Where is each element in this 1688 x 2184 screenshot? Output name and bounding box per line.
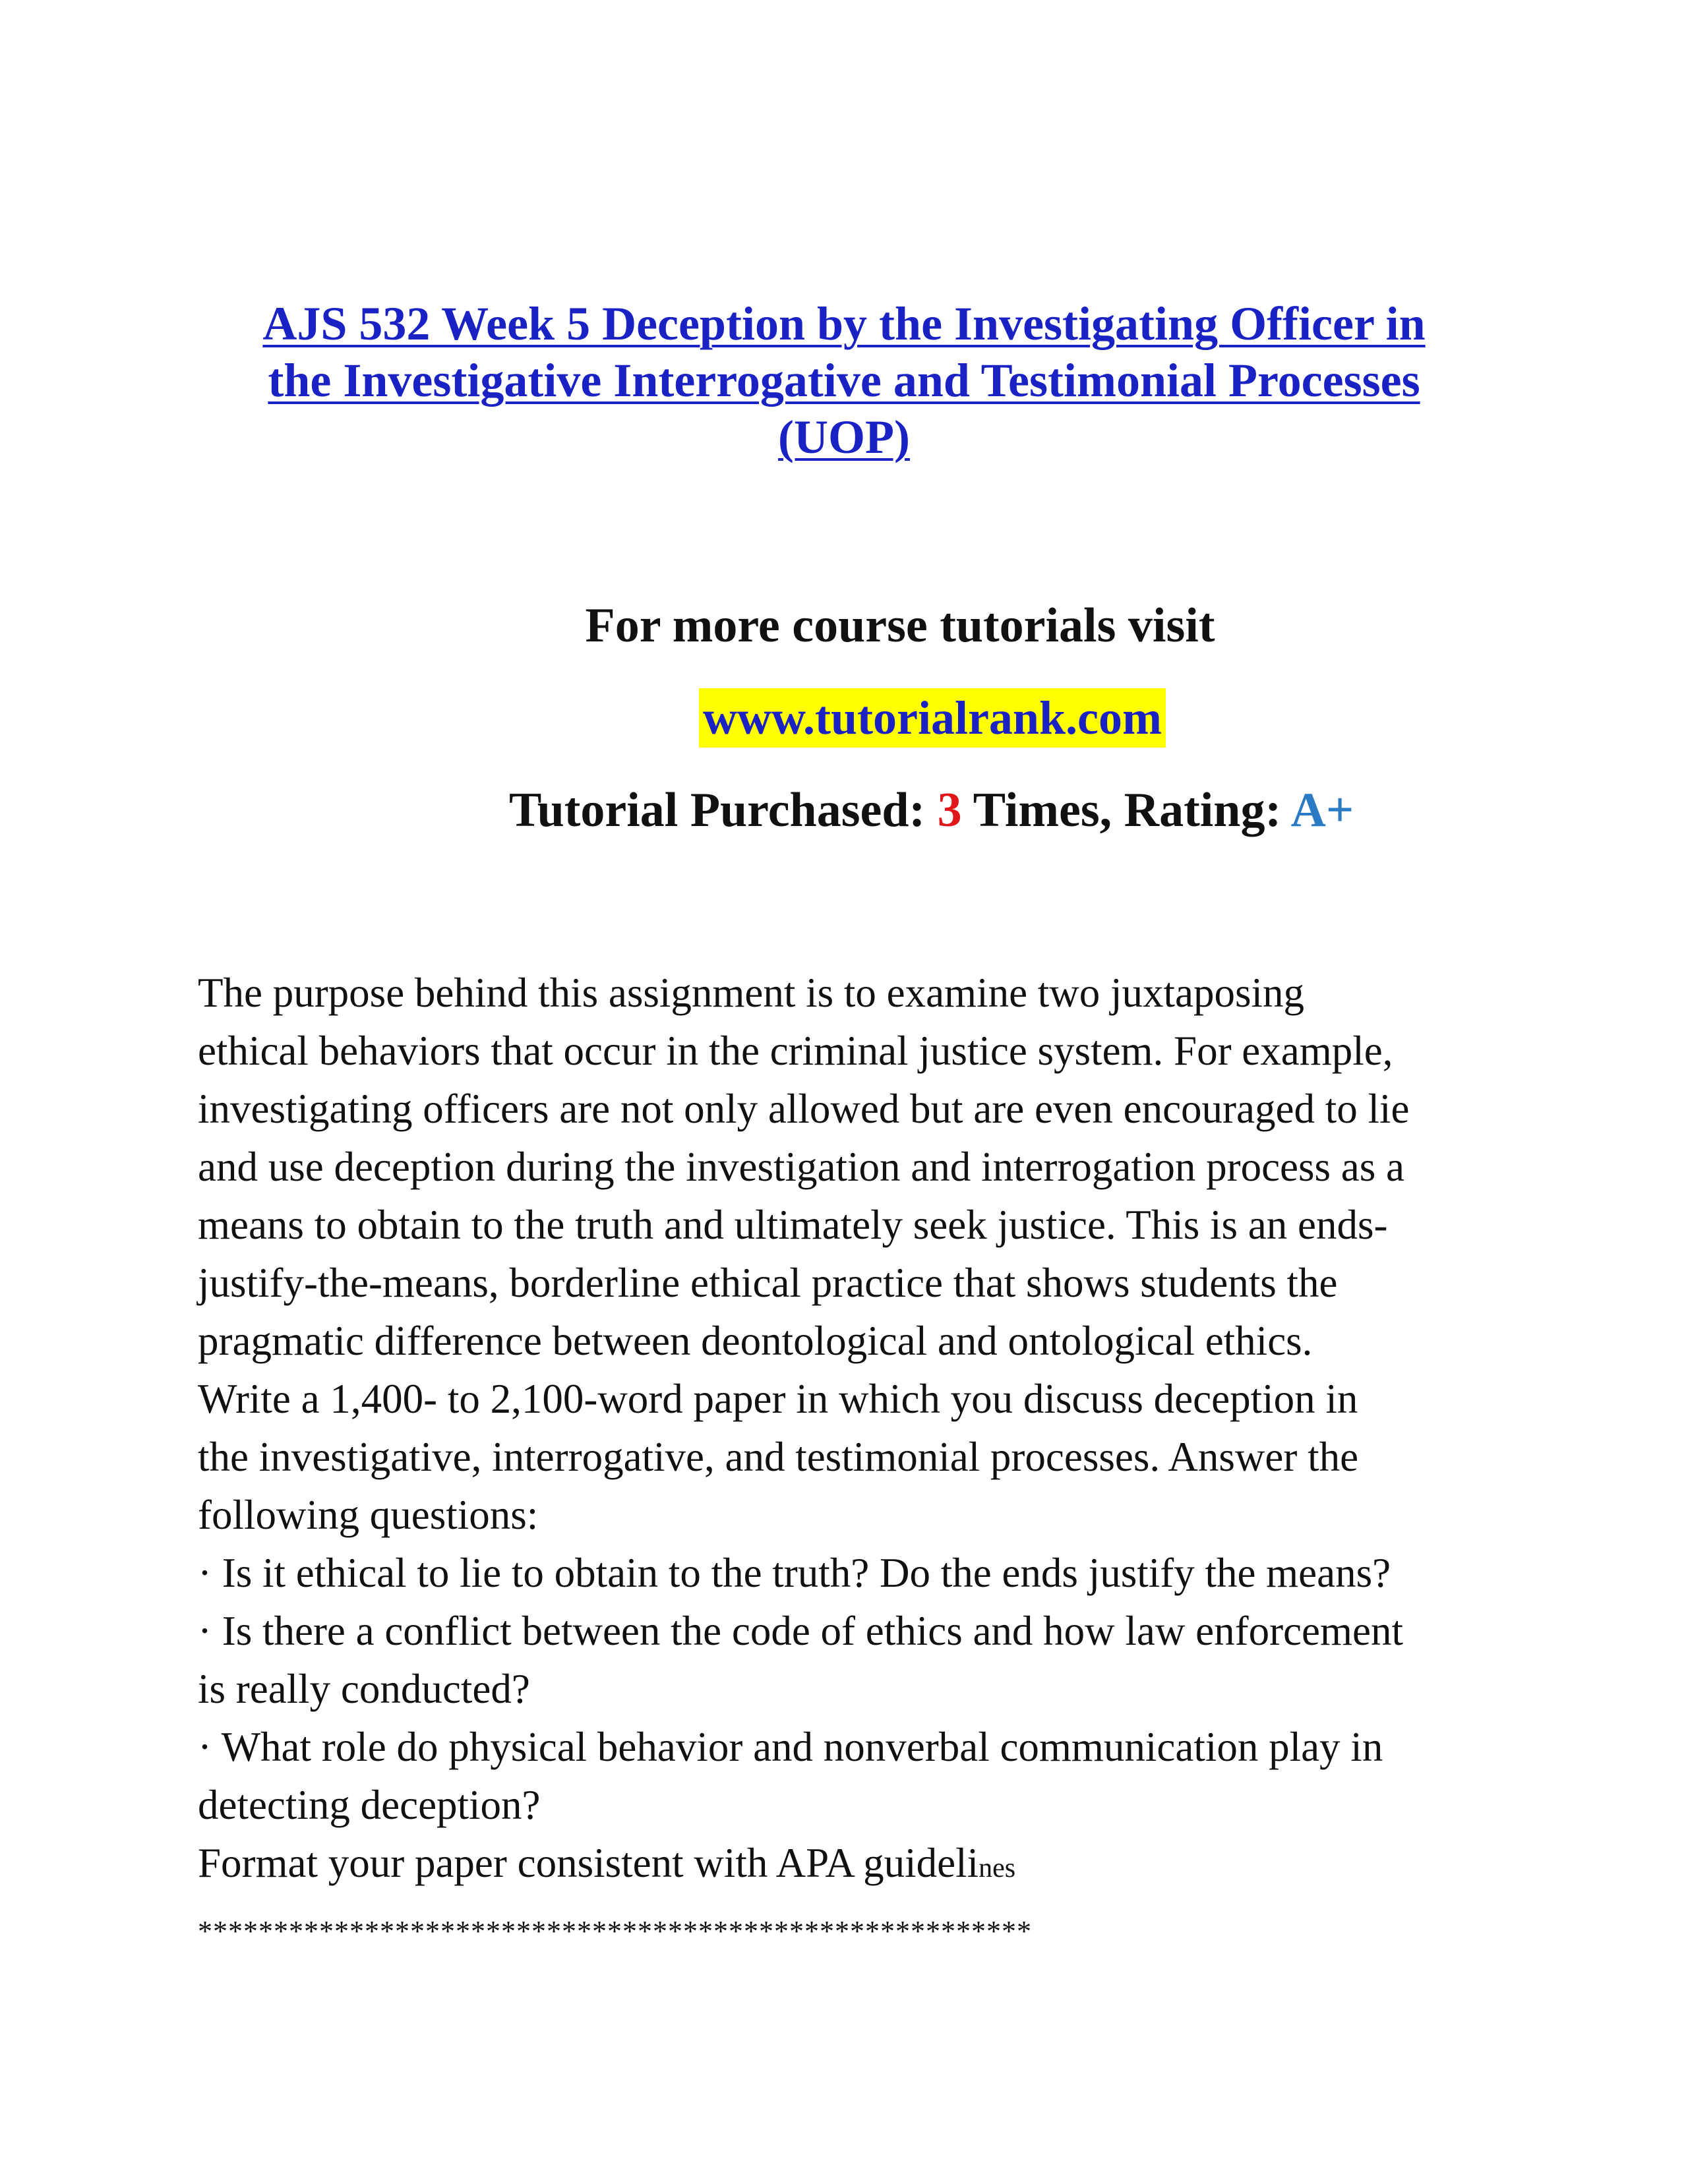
body-line: justify-the-means, borderline ethical practice that shows students the [198, 1260, 1338, 1306]
body-line: The purpose behind this assignment is to examine two juxtaposing [198, 970, 1305, 1016]
document-title-link[interactable] [198, 295, 1490, 465]
body-line: pragmatic difference between deontological and ontological ethics. [198, 1318, 1313, 1364]
promo-heading [0, 596, 1688, 655]
assignment-body [198, 964, 1503, 1897]
question-item: · What role do physical behavior and nonverbal communication play in [198, 1724, 1383, 1770]
body-line: detecting deception? [198, 1782, 541, 1828]
body-line: is really conducted? [198, 1666, 530, 1712]
format-instruction-main: Format your paper consistent with APA guideli [198, 1840, 979, 1886]
title-line-3[interactable]: (UOP) [778, 411, 910, 463]
rating-value: A+ [1290, 783, 1354, 837]
purchase-count: 3 [937, 783, 962, 837]
format-instruction-tail: nes [979, 1853, 1016, 1883]
promo-link-container [699, 688, 1166, 748]
title-line-2[interactable]: the Investigative Interrogative and Testimonial Processes [268, 354, 1420, 407]
question-item: · Is it ethical to lie to obtain to the truth? Do the ends justify the means? [198, 1550, 1391, 1596]
promo-heading-text: For more course tutorials visit [585, 599, 1215, 653]
title-line-1[interactable]: AJS 532 Week 5 Deception by the Investigating Officer in [262, 297, 1426, 350]
stats-prefix: Tutorial Purchased: [509, 783, 938, 837]
body-line: following questions: [198, 1492, 539, 1538]
asterisk-separator: ******************************************************* [198, 1915, 1032, 1947]
body-line: Write a 1,400- to 2,100-word paper in which you discuss deception in [198, 1376, 1358, 1422]
body-line: means to obtain to the truth and ultimately seek justice. This is an ends- [198, 1202, 1388, 1248]
format-instruction [198, 1834, 1503, 1897]
question-item: · Is there a conflict between the code of ethics and how law enforcement [198, 1608, 1403, 1654]
purchase-stats [509, 781, 1354, 840]
stats-middle: Times, Rating: [961, 783, 1291, 837]
body-line: the investigative, interrogative, and testimonial processes. Answer the [198, 1434, 1359, 1480]
body-line: investigating officers are not only allowed but are even encouraged to lie [198, 1086, 1410, 1132]
body-line: and use deception during the investigation and interrogation process as a [198, 1144, 1404, 1190]
body-line: ethical behaviors that occur in the criminal justice system. For example, [198, 1028, 1393, 1074]
tutorial-site-link[interactable]: www.tutorialrank.com [699, 688, 1166, 748]
